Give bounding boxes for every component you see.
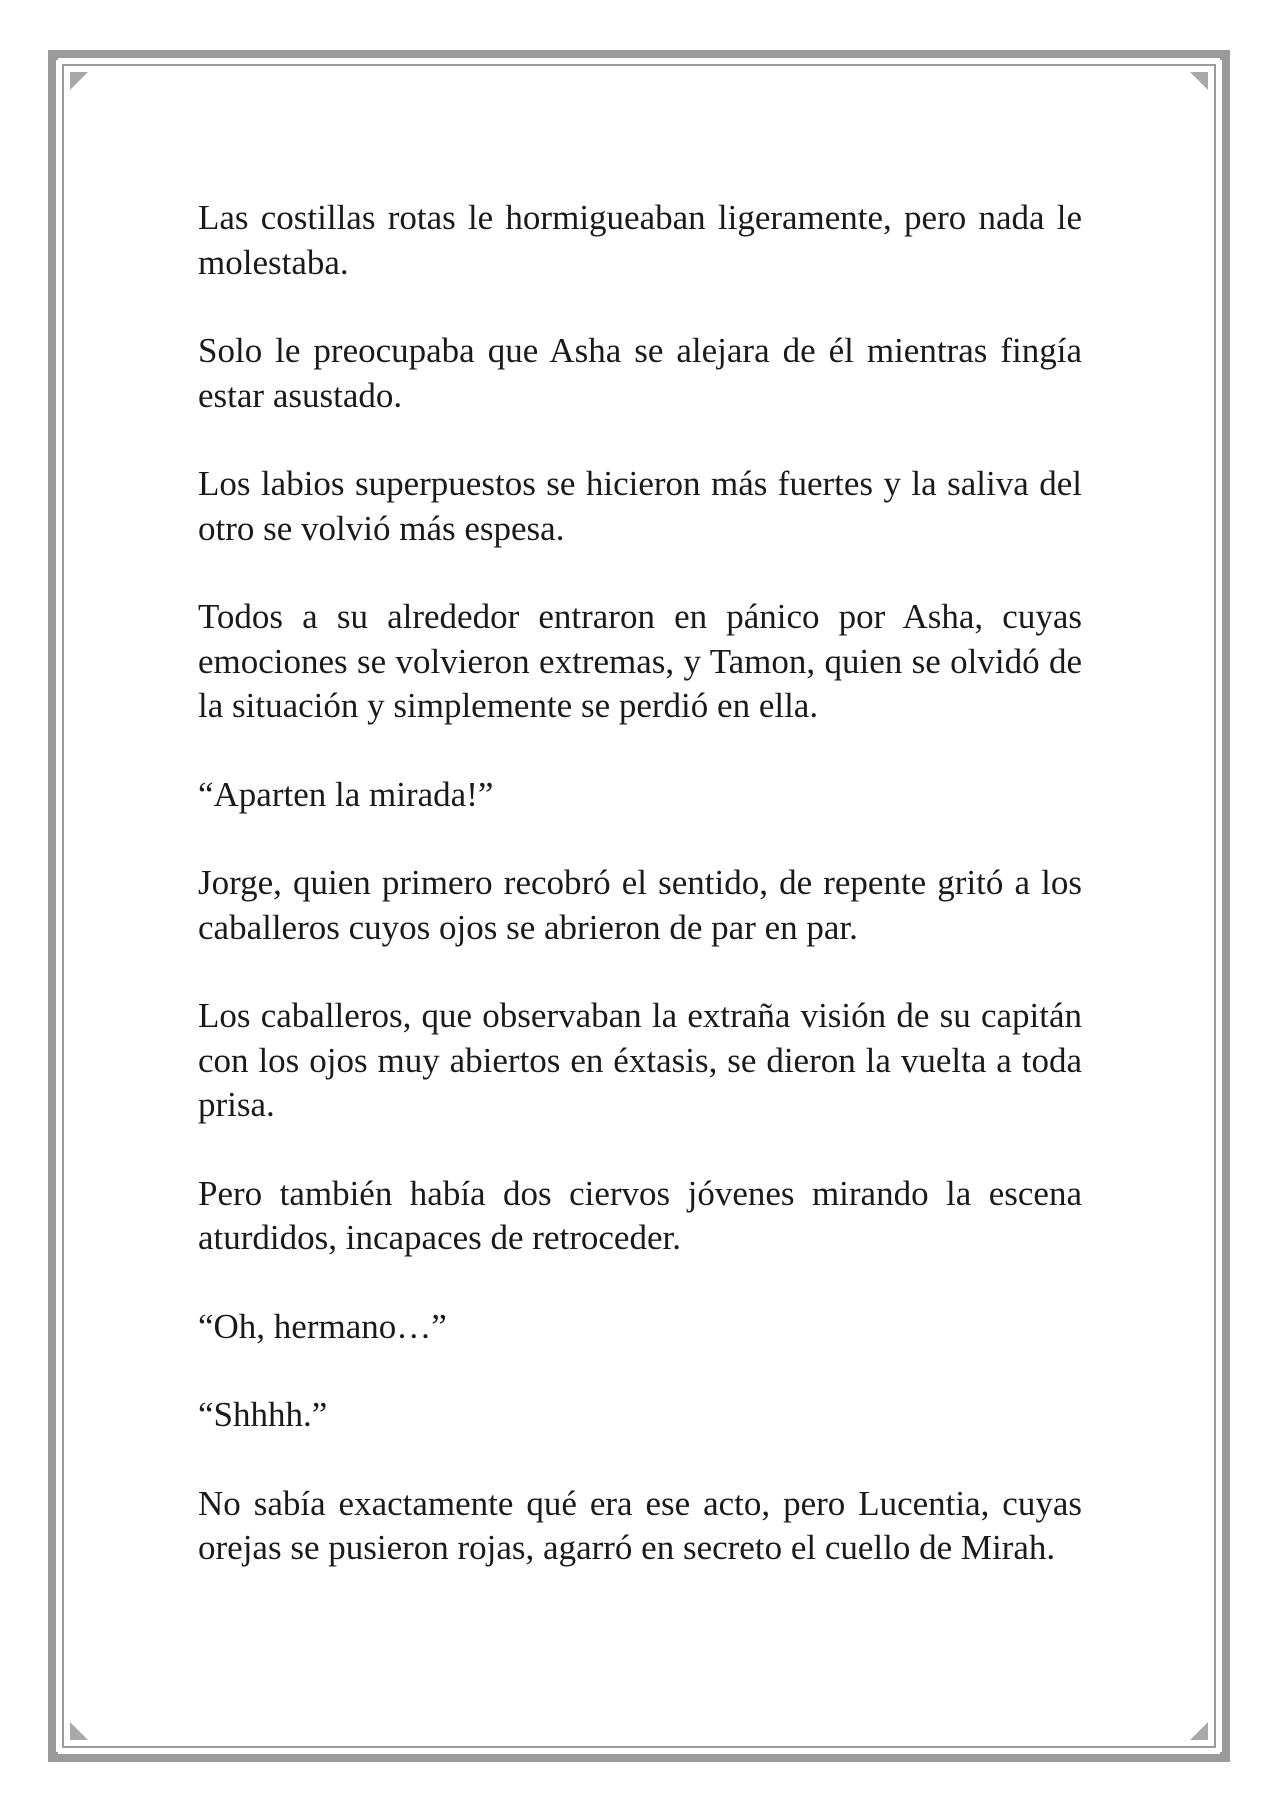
paragraph: Jorge, quien primero recobró el sentido, de repente gritó a los caballeros cuyos ojos se abrieron de par en par. (198, 863, 1082, 947)
corner-triangle-top-right (1190, 72, 1208, 90)
paragraph: No sabía exactamente qué era ese acto, pero Lucentia, cuyas orejas se pusieron rojas, agarró en secreto el cuello de Mirah. (198, 1483, 1082, 1567)
paragraph: “Aparten la mirada!” (198, 774, 494, 814)
paragraph: Los caballeros, que observaban la extraña visión de su capitán con los ojos muy abiertos en éxtasis, se dieron la vuelta a toda prisa. (198, 996, 1082, 1124)
corner-ornament-top-right (1220, 50, 1230, 60)
corner-ornament-bottom-right (1220, 1752, 1230, 1762)
paragraph: “Shhhh.” (198, 1395, 328, 1434)
corner-triangle-bottom-right (1190, 1722, 1208, 1740)
corner-triangle-bottom-left (70, 1722, 88, 1740)
document-text (198, 196, 1082, 1615)
corner-ornament-bottom-left (48, 1752, 58, 1762)
paragraph: Los labios superpuestos se hicieron más fuertes y la saliva del otro se volvió más espesa. (198, 464, 1082, 548)
corner-ornament-top-left (48, 50, 58, 60)
corner-triangle-top-left (70, 72, 88, 90)
paragraph: Pero también había dos ciervos jóvenes mirando la escena aturdidos, incapaces de retroceder. (198, 1173, 1082, 1257)
paragraph: Las costillas rotas le hormigueaban ligeramente, pero nada le molestaba. (198, 198, 1082, 282)
paragraph: Todos a su alrededor entraron en pánico por Asha, cuyas emociones se volvieron extremas, y Tamon, quien se olvidó de la situación y simplemente se perdió en ella. (198, 597, 1082, 725)
paragraph: “Oh, hermano…” (198, 1306, 447, 1346)
paragraph: Solo le preocupaba que Asha se alejara de él mientras fingía estar asustado. (198, 331, 1082, 415)
